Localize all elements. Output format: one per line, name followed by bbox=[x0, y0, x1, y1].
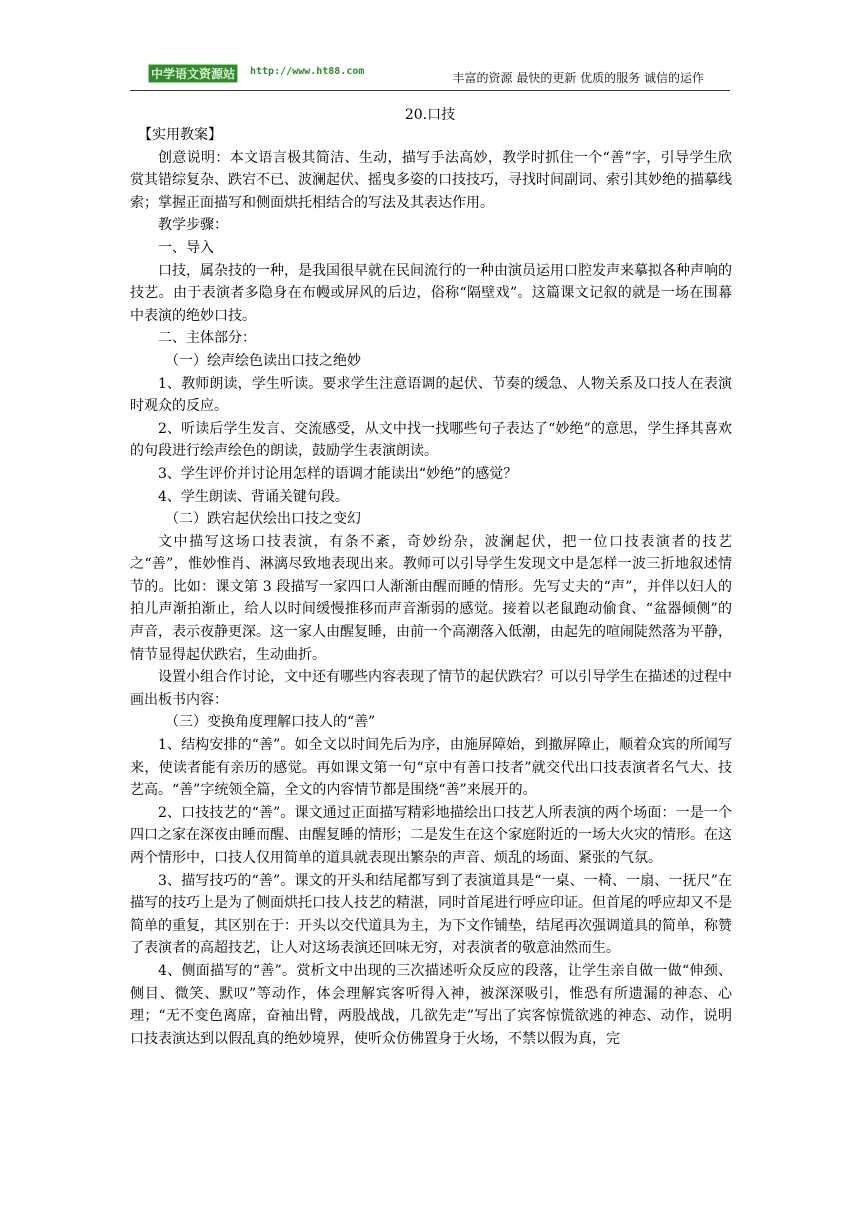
page-header bbox=[130, 56, 730, 91]
section-heading: 一、导入 bbox=[158, 239, 214, 256]
paragraph: 口技，属杂技的一种，是我国很早就在民间流行的一种由演员运用口腔发声来摹拟各种声响的技艺。由于表演者多隐身在布幔或屏风的后边，俗称“隔壁戏”。这篇课文记叙的就是一场在围幕中表演的绝妙口技。 bbox=[130, 262, 732, 324]
document-body bbox=[130, 124, 732, 1050]
paragraph: 设置小组合作讨论，文中还有哪些内容表现了情节的起伏跌宕？可以引导学生在描述的过程中画出板书内容： bbox=[130, 669, 732, 708]
paragraph: 教学步骤： bbox=[158, 217, 228, 234]
subsection-heading: （三）变换角度理解口技人的“善” bbox=[165, 714, 376, 731]
subsection-heading: （一）绘声绘色读出口技之绝妙 bbox=[165, 352, 361, 369]
section-tag: 【实用教案】 bbox=[138, 127, 222, 143]
subsection-heading: （二）跌宕起伏绘出口技之变幻 bbox=[165, 511, 361, 528]
paragraph: 文中描写这场口技表演，有条不紊，奇妙纷杂，波澜起伏，把一位口技表演者的技艺之“善”，惟妙惟肖、淋漓尽致地表现出来。教师可以引导学生发现文中是怎样一波三折地叙述情节的。比如：课文第 3 段描写一家四口人渐渐由醒而睡的情形。先写丈夫的“声”，并伴以妇人的拍儿声渐拍渐止，给人以时间缓慢推移而声音渐弱的感觉。接着以老鼠跑动偷食、“盆器倾侧”的声音，表示夜静更深。这一家人由醒复睡，由前一个高潮落入低潮，由起先的喧闹陡然落为平静，情节显得起伏跌宕，生动曲折。 bbox=[130, 533, 732, 663]
site-url: http://www.ht88.com bbox=[250, 66, 365, 77]
paragraph: 4、侧面描写的“善”。赏析文中出现的三次描述听众反应的段落，让学生亲自做一做“伸颈、侧目、微笑、默叹”等动作，体会理解宾客听得入神，被深深吸引，惟恐有所遗漏的神态、心理；“无不变色离席，奋袖出臂，两股战战，几欲先走”写出了宾客惊慌欲逃的神态、动作，说明口技表演达到以假乱真的绝妙境界，使听众仿佛置身于火场，不禁以假为真，完 bbox=[130, 962, 732, 1047]
paragraph: 2、口技技艺的“善”。课文通过正面描写精彩地描绘出口技艺人所表演的两个场面：一是一个四口之家在深夜由睡而醒、由醒复睡的情形；二是发生在这个家庭附近的一场大火灾的情形。在这两个情形中，口技人仅用简单的道具就表现出繁杂的声音、烦乱的场面、紧张的气氛。 bbox=[130, 804, 732, 866]
site-logo: 中学语文资源站 bbox=[148, 64, 238, 83]
paragraph: 3、描写技巧的“善”。课文的开头和结尾都写到了表演道具是“一桌、一椅、一扇、一抚尺”在描写的技巧上是为了侧面烘托口技人技艺的精湛，同时首尾进行呼应印证。但首尾的呼应却又不是简单的重复，其区别在于：开头以交代道具为主，为下文作铺垫，结尾再次强调道具的简单，称赞了表演者的高超技艺，让人对这场表演还回味无穷，对表演者的敬意油然而生。 bbox=[130, 872, 732, 957]
paragraph: 1、结构安排的“善”。如全文以时间先后为序，由施屏障始，到撤屏障止，顺着众宾的所闻写来，使读者能有亲历的感觉。再如课文第一句“京中有善口技者”就交代出口技表演者名气大、技艺高。“善”字统领全篇，全文的内容情节都是围绕“善”来展开的。 bbox=[130, 737, 732, 799]
section-heading: 二、主体部分： bbox=[158, 330, 256, 347]
document-title: 20.口技 bbox=[404, 107, 456, 123]
paragraph: 3、学生评价并讨论用怎样的语调才能读出“妙绝”的感觉？ bbox=[158, 465, 518, 482]
paragraph: 2、听读后学生发言、交流感受，从文中找一找哪些句子表达了“妙绝”的意思，学生择其喜欢的句段进行绘声绘色的朗读，鼓励学生表演朗读。 bbox=[130, 420, 732, 460]
paragraph: 4、学生朗读、背诵关键句段。 bbox=[158, 488, 349, 505]
header-slogan: 丰富的资源 最快的更新 优质的服务 诚信的运作 bbox=[452, 71, 704, 85]
paragraph: 创意说明：本文语言极其简洁、生动，描写手法高妙，教学时抓住一个“善”字，引导学生欣赏其错综复杂、跌宕不已、波澜起伏、摇曳多姿的口技技巧，寻找时间副词、索引其妙绝的描摹线索；掌握正面描写和侧面烘托相结合的写法及其表达作用。 bbox=[130, 149, 732, 211]
paragraph: 1、教师朗读，学生听读。要求学生注意语调的起伏、节奏的缓急、人物关系及口技人在表演时观众的反应。 bbox=[130, 375, 732, 415]
